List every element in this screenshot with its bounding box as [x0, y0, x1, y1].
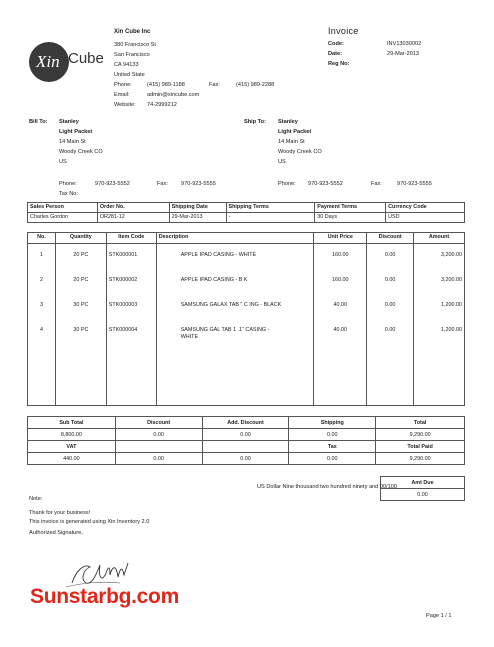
page-number: Page 1 / 1: [426, 613, 452, 619]
ship-to-company: Light Packet: [278, 129, 312, 135]
discount-value-2: 0.00: [115, 453, 202, 465]
logo-text-xin: Xin: [36, 52, 60, 71]
totals-header-cell: Shipping: [289, 417, 376, 429]
ship-to-phone-label: Phone:: [278, 181, 296, 187]
ship-to-phone: 970-923-5552: [308, 181, 343, 187]
table-row: [28, 319, 465, 344]
item-qty: 20 PC: [55, 244, 106, 269]
ship-to-label: Ship To:: [244, 119, 266, 125]
item-no: 1: [28, 244, 56, 269]
company-email: admin@xincube.com: [147, 92, 200, 98]
sales-value-cell: Charles Gordon: [28, 213, 98, 223]
watermark: Sunstarbg.com: [30, 585, 179, 608]
generated-text: This invoice is generated using Xin Inventory 2.0: [29, 519, 150, 525]
sales-value-cell: -: [226, 213, 315, 223]
sales-info-table: [27, 202, 465, 223]
invoice-reg-label: Reg No:: [328, 61, 350, 67]
item-discount: 0.00: [367, 269, 414, 294]
totals-value-cell: 8,800.00: [28, 429, 116, 441]
items-header-row: [28, 233, 465, 244]
item-desc: APPLE IPAD CASING - B K: [156, 269, 314, 294]
items-header-cell: Item Code: [106, 233, 156, 244]
ship-to-address-3: US: [278, 159, 286, 165]
totals-header-row: [28, 417, 465, 429]
sales-header-row: [28, 203, 465, 213]
totals-value-cell: 0.00: [289, 429, 376, 441]
company-fax: (415) 989-2288: [236, 82, 275, 88]
item-desc: SAMSUNG GAL TAB 1 .1" CASING - WHITE: [156, 319, 314, 344]
bill-to-name: Stanley: [59, 119, 79, 125]
vat-label: VAT: [28, 441, 116, 453]
company-email-label: Email:: [114, 92, 130, 98]
company-address-1: 380 Francisco St: [114, 42, 156, 48]
item-discount: 0.00: [367, 294, 414, 319]
item-code: STK000001: [106, 244, 156, 269]
vat-value: 440.00: [28, 453, 116, 465]
bill-to-fax-label: Fax:: [157, 181, 168, 187]
totals-header-cell: Total: [376, 417, 465, 429]
item-price: 160.00: [314, 269, 367, 294]
empty-header-cell: [202, 441, 289, 453]
total-paid-label: Total Paid: [376, 441, 465, 453]
bill-to-company: Light Packet: [59, 129, 93, 135]
item-no: 3: [28, 294, 56, 319]
item-discount: 0.00: [367, 319, 414, 344]
totals-table: [27, 416, 465, 465]
sales-header-cell: Currency Code: [386, 203, 465, 213]
bill-to-address-1: 14 Main St: [59, 139, 86, 145]
invoice-code-label: Code:: [328, 41, 344, 47]
company-address-4: United State: [114, 72, 145, 78]
totals-value-cell: 0.00: [115, 429, 202, 441]
totals-header-cell: Add. Discount: [202, 417, 289, 429]
item-no: 2: [28, 269, 56, 294]
items-header-cell: Discount: [367, 233, 414, 244]
item-qty: 30 PC: [55, 319, 106, 344]
item-code: STK000003: [106, 294, 156, 319]
table-row: [28, 269, 465, 294]
sales-value-cell: 29-Mar-2013: [169, 213, 226, 223]
totals-header-cell: Sub Total: [28, 417, 116, 429]
item-discount: 0.00: [367, 244, 414, 269]
totals-value-cell: 0.00: [202, 429, 289, 441]
sales-value-cell: 30 Days: [315, 213, 386, 223]
item-code: STK000004: [106, 319, 156, 344]
note-label: Note:: [29, 496, 43, 502]
total-paid-value: 9,290.00: [376, 453, 465, 465]
bill-to-fax: 970-923-5555: [181, 181, 216, 187]
thanks-text: Thank for your business!: [29, 510, 91, 516]
sales-header-cell: Sales Person: [28, 203, 98, 213]
totals-header-row-2: [28, 441, 465, 453]
bill-to-address-3: US: [59, 159, 67, 165]
company-address-2: San Francisco: [114, 52, 150, 58]
items-header-cell: Unit Price: [314, 233, 367, 244]
item-price: 40.00: [314, 294, 367, 319]
invoice-code: INV13030002: [387, 41, 422, 47]
amount-in-words: US Dollar Nine thousand two hundred ninety and 00/100: [257, 484, 397, 490]
bill-to-tax-label: Tax No:: [59, 191, 78, 197]
item-qty: 30 PC: [55, 294, 106, 319]
invoice-date-label: Date:: [328, 51, 342, 57]
sales-value-cell: USD: [386, 213, 465, 223]
sales-header-cell: Order No.: [97, 203, 169, 213]
ship-to-address-2: Woody Creek CO: [278, 149, 322, 155]
ship-to-address-1: 14 Main St: [278, 139, 305, 145]
item-price: 160.00: [314, 244, 367, 269]
item-amount: 1,200.00: [414, 294, 465, 319]
bill-to-phone-label: Phone:: [59, 181, 77, 187]
item-desc: APPLE IPAD CASING - WHITE: [156, 244, 314, 269]
ship-to-fax: 970-923-5555: [397, 181, 432, 187]
invoice-date: 29-Mar-2013: [387, 51, 420, 57]
company-phone: (415) 989-1188: [147, 82, 185, 88]
item-price: 40.00: [314, 319, 367, 344]
items-header-cell: Description: [156, 233, 314, 244]
sales-header-cell: Shipping Terms: [226, 203, 315, 213]
sales-value-row: [28, 213, 465, 223]
item-desc: SAMSUNG GALAX TAB " C ING - BLACK: [156, 294, 314, 319]
totals-value-cell: 9,290.00: [376, 429, 465, 441]
company-phone-label: Phone:: [114, 82, 132, 88]
company-website-label: Website:: [114, 102, 136, 108]
signature-label: Authorized Signature,: [29, 530, 83, 536]
company-fax-label: Fax:: [209, 82, 220, 88]
table-row: [28, 294, 465, 319]
company-address-3: CA 94133: [114, 62, 139, 68]
ship-to-fax-label: Fax:: [371, 181, 382, 187]
items-header-cell: Quantity: [55, 233, 106, 244]
logo-text-cube: Cube: [68, 50, 104, 67]
company-name: Xin Cube Inc: [114, 29, 151, 35]
table-filler-row: [28, 344, 465, 406]
table-row: [28, 244, 465, 269]
tax-value: 0.00: [289, 453, 376, 465]
bill-to-address-2: Woody Creek CO: [59, 149, 103, 155]
amount-due-value: 0.00: [381, 489, 465, 501]
totals-value-row-2: [28, 453, 465, 465]
item-no: 4: [28, 319, 56, 344]
company-website: 74-2999212: [147, 102, 177, 108]
empty-header-cell: [115, 441, 202, 453]
add-discount-value-2: 0.00: [202, 453, 289, 465]
amount-due-label: Amt Due: [381, 477, 465, 489]
item-amount: 3,200.00: [414, 269, 465, 294]
tax-label: Tax: [289, 441, 376, 453]
items-header-cell: Amount: [414, 233, 465, 244]
item-amount: 3,200.00: [414, 244, 465, 269]
sales-header-cell: Payment Terms: [315, 203, 386, 213]
item-qty: 20 PC: [55, 269, 106, 294]
totals-value-row: [28, 429, 465, 441]
sales-value-cell: OR281-12: [97, 213, 169, 223]
sales-header-cell: Shipping Date: [169, 203, 226, 213]
items-header-cell: No.: [28, 233, 56, 244]
item-amount: 1,200.00: [414, 319, 465, 344]
bill-to-phone: 970-923-5552: [95, 181, 130, 187]
items-table: [27, 232, 465, 406]
item-code: STK000002: [106, 269, 156, 294]
bill-to-label: Bill To:: [29, 119, 48, 125]
totals-header-cell: Discount: [115, 417, 202, 429]
invoice-title: Invoice: [328, 26, 359, 36]
ship-to-name: Stanley: [278, 119, 298, 125]
